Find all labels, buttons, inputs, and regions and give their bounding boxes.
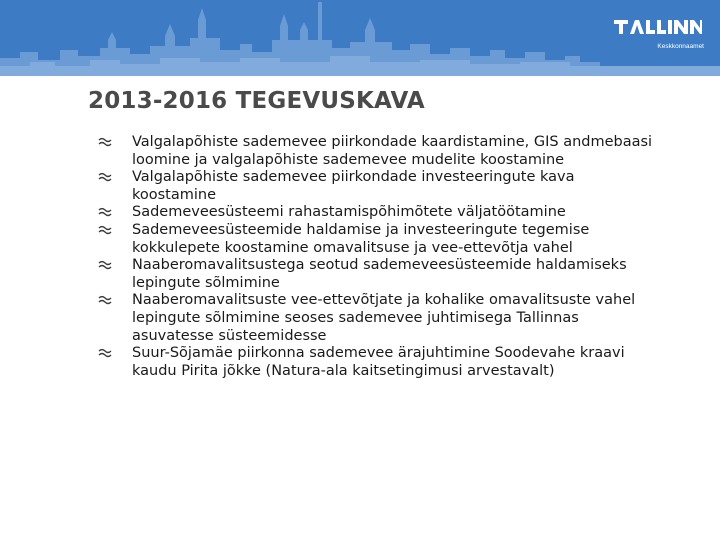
logo-subtitle: Keskkonnaamet xyxy=(657,43,704,50)
wave-bullet-icon xyxy=(98,206,116,218)
bullet-text: Suur-Sõjamäe piirkonna sademevee ärajuhtimine Soodevahe kraavi kaudu Pirita jõkke (Natura-ala kaitsetingimusi arvestavalt) xyxy=(132,345,625,379)
bullet-item xyxy=(98,345,658,380)
slide-title: 2013-2016 TEGEVUSKAVA xyxy=(88,88,425,114)
bullet-item xyxy=(98,222,658,257)
bullet-item xyxy=(98,257,658,292)
bullet-text: Naaberomavalitsuste vee-ettevõtjate ja kohalike omavalitsuste vahel lepingute sõlmimine seoses sademevee juhtimisega Tallinnas asuvatesse süsteemidesse xyxy=(132,292,636,344)
wave-bullet-icon xyxy=(98,224,116,236)
wave-bullet-icon xyxy=(98,294,116,306)
bullet-item xyxy=(98,204,658,222)
bullet-item xyxy=(98,134,658,169)
bullet-text: Sademeveesüsteemi rahastamispõhimõtete väljatöötamine xyxy=(132,204,566,221)
tallinn-logo xyxy=(612,14,704,54)
wave-bullet-icon xyxy=(98,171,116,183)
bullet-text: Valgalapõhiste sademevee piirkondade kaardistamine, GIS andmebaasi loomine ja valgalapõhiste sademevee mudelite koostamine xyxy=(132,134,653,168)
bullet-text: Sademeveesüsteemide haldamise ja investeeringute tegemise kokkulepete koostamine omavalitsuse ja vee-ettevõtja vahel xyxy=(132,221,590,256)
tallinn-logo-mark xyxy=(612,14,704,42)
bullet-item xyxy=(98,169,658,204)
wave-bullet-icon xyxy=(98,136,116,148)
wave-bullet-icon xyxy=(98,347,116,359)
bullet-text: Valgalapõhiste sademevee piirkondade investeeringute kava koostamine xyxy=(132,169,575,203)
bullet-item xyxy=(98,292,658,345)
wave-bullet-icon xyxy=(98,259,116,271)
bullet-list xyxy=(98,134,658,380)
bullet-text: Naaberomavalitsustega seotud sademeveesüsteemide haldamiseks lepingute sõlmimine xyxy=(132,257,627,291)
header-banner xyxy=(0,0,720,76)
